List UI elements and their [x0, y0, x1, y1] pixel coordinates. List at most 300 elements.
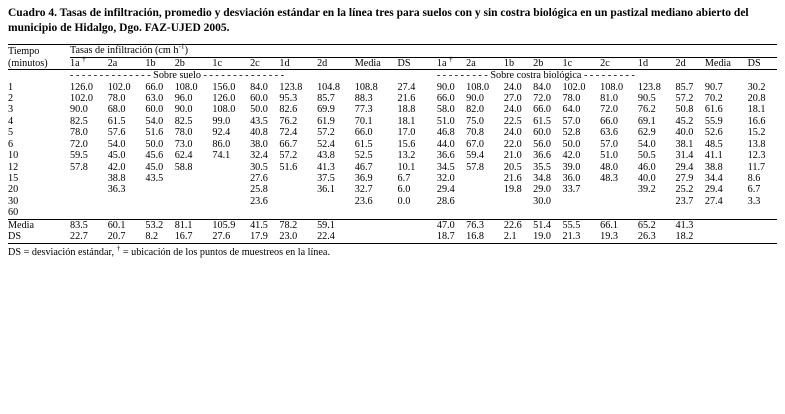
cell: 60.0 [533, 127, 551, 139]
cell: 61.9 [317, 115, 335, 127]
cell: 104.8 [317, 81, 340, 93]
cell: 60.0 [145, 104, 164, 116]
row-gap [427, 184, 437, 195]
cell: 27.4 [397, 81, 416, 93]
cell: 76.3 [466, 219, 504, 231]
cell [676, 207, 705, 219]
cell: 18.7 [437, 231, 466, 243]
cell: 15.6 [397, 138, 416, 150]
col-header-left-2c: 2c [250, 57, 260, 69]
cell: 57.8 [70, 161, 88, 173]
summary-row-ds [8, 231, 777, 243]
cell: 123.8 [637, 81, 661, 93]
row-gap [427, 150, 437, 161]
cell [175, 173, 213, 184]
cell: 60.0 [250, 93, 268, 105]
cell: 12.3 [747, 150, 766, 162]
cell: 26.3 [638, 231, 676, 243]
col-header-right-2c: 2c [600, 57, 610, 69]
cell [562, 196, 600, 207]
cell [748, 231, 777, 243]
row-gap [427, 231, 437, 243]
cell [748, 207, 777, 219]
table-row [8, 196, 777, 207]
cell: 51.0 [436, 115, 455, 127]
col-header-left-1c: 1c [212, 57, 222, 69]
cell: 72.0 [533, 93, 551, 105]
table-row [8, 93, 777, 104]
cell: 48.3 [600, 172, 618, 184]
group-label-sobre-suelo: - - - - - - - - - - - - - - Sobre suelo - - - - - - - - - - - - - - [70, 70, 427, 82]
cell [175, 196, 213, 207]
cell: 99.0 [212, 115, 231, 127]
table-row [8, 162, 777, 173]
cell: 69.1 [637, 115, 656, 127]
cell: 58.8 [174, 161, 193, 173]
cell [175, 207, 213, 219]
cell: 84.0 [533, 81, 551, 93]
cell: 34.4 [704, 172, 723, 184]
cell: 57.0 [562, 115, 581, 127]
cell: 52.8 [562, 127, 581, 139]
cell: 108.8 [354, 81, 378, 93]
cell: 43.5 [250, 115, 268, 127]
cell: 47.0 [437, 219, 466, 231]
col-header-left-media: Media [354, 57, 381, 69]
cell: 23.6 [250, 195, 268, 207]
cell: 28.6 [436, 195, 455, 207]
row-gap [427, 82, 437, 93]
cell: 57.0 [600, 138, 618, 150]
cell: 92.4 [212, 127, 231, 139]
cell [145, 207, 174, 219]
cell [279, 207, 317, 219]
cell: 8.2 [145, 231, 174, 243]
cell: 40.8 [250, 127, 268, 139]
cell [600, 207, 638, 219]
cell: 59.1 [317, 219, 355, 231]
row-label: DS [8, 231, 70, 243]
cell: 16.8 [466, 231, 504, 243]
cell [317, 207, 355, 219]
row-time: 2 [8, 93, 14, 105]
cell: 0.0 [397, 195, 411, 207]
cell [279, 184, 317, 195]
cell: 50.0 [145, 138, 164, 150]
cell: 21.0 [503, 150, 522, 162]
time-header-line1: Tiempo [8, 46, 40, 58]
cell: 18.1 [747, 104, 766, 116]
cell [638, 207, 676, 219]
cell: 19.3 [600, 231, 638, 243]
cell: 56.0 [533, 138, 551, 150]
cell: 66.0 [145, 81, 164, 93]
cell: 32.4 [250, 150, 268, 162]
cell: 43.5 [145, 172, 164, 184]
row-gap [427, 116, 437, 127]
cell: 61.6 [704, 104, 723, 116]
row-label: Media [8, 219, 70, 231]
cell: 57.2 [279, 150, 298, 162]
cell: 37.5 [317, 172, 335, 184]
cell: 156.0 [212, 81, 236, 93]
cell: 51.6 [279, 161, 298, 173]
row-time: 15 [8, 172, 19, 184]
table-header-row-columns [8, 57, 777, 69]
cell: 123.8 [279, 81, 303, 93]
cell: 62.9 [637, 127, 656, 139]
cell: 81.1 [175, 219, 213, 231]
cell: 29.4 [675, 161, 694, 173]
cell: 18.8 [397, 104, 416, 116]
dagger-icon: † [449, 54, 453, 64]
cell [108, 196, 146, 207]
cell: 34.8 [533, 172, 551, 184]
row-time: 5 [8, 127, 14, 139]
col-header-left-2b: 2b [174, 57, 185, 69]
cell: 39.0 [562, 161, 581, 173]
cell: 57.2 [317, 127, 335, 139]
cell: 108.0 [174, 81, 198, 93]
cell: 30.2 [747, 81, 766, 93]
cell: 40.0 [637, 172, 656, 184]
span-header-infiltration: Tasas de infiltración (cm $h^{-1}$) [70, 45, 777, 57]
row-time: 12 [8, 161, 19, 173]
table-row [8, 127, 777, 138]
cell: 72.0 [70, 138, 88, 150]
cell: 52.6 [704, 127, 723, 139]
cell: 23.7 [675, 195, 694, 207]
cell: 69.9 [317, 104, 335, 116]
cell: 55.5 [562, 219, 600, 231]
cell: 27.0 [503, 93, 522, 105]
cell: 27.4 [704, 195, 723, 207]
cell: 22.4 [317, 231, 355, 243]
col-header-right-2a: 2a [466, 57, 476, 69]
row-time: 20 [8, 184, 19, 196]
table-row [8, 82, 777, 93]
cell [600, 196, 638, 207]
row-gap [427, 173, 437, 184]
row-time: 1 [8, 81, 14, 93]
col-header-right-media: Media [704, 57, 731, 69]
cell: 102.0 [70, 93, 93, 105]
cell: 6.7 [747, 184, 761, 196]
cell: 61.5 [107, 115, 126, 127]
cell: 21.3 [562, 231, 600, 243]
cell [212, 162, 250, 173]
footnote-text-after: = ubicación de los puntos de muestreos en la línea. [120, 246, 330, 258]
time-header-line2: (minutos) [8, 57, 48, 69]
cell: 66.1 [600, 219, 638, 231]
cell: 61.5 [533, 115, 551, 127]
row-gap [427, 139, 437, 150]
cell: 54.0 [145, 115, 164, 127]
cell: 57.2 [675, 93, 694, 105]
cell: 52.5 [354, 150, 373, 162]
cell: 21.6 [503, 172, 522, 184]
cell: 50.8 [675, 104, 694, 116]
row-gap [427, 196, 437, 207]
cell: 6.0 [397, 184, 411, 196]
cell [562, 207, 600, 219]
cell: 48.5 [704, 138, 723, 150]
cell: 90.0 [436, 81, 455, 93]
cell: 10.1 [397, 161, 416, 173]
cell: 20.8 [747, 93, 766, 105]
cell [398, 207, 427, 219]
cell: 25.8 [250, 184, 268, 196]
infiltration-rates-table [8, 41, 777, 243]
cell [504, 196, 533, 207]
cell: 43.8 [317, 150, 335, 162]
cell: 66.0 [354, 127, 373, 139]
cell: 15.2 [747, 127, 766, 139]
cell: 3.3 [747, 195, 761, 207]
cell: 18.1 [397, 115, 416, 127]
table-row [8, 116, 777, 127]
cell: 53.2 [145, 219, 174, 231]
cell: 36.1 [317, 184, 335, 196]
cell: 44.0 [436, 138, 455, 150]
cell: 42.0 [107, 161, 126, 173]
table-row [8, 207, 777, 219]
cell: 70.2 [704, 93, 723, 105]
cell [70, 184, 108, 195]
cell: 38.8 [107, 172, 126, 184]
cell: 46.7 [354, 161, 373, 173]
cell: 46.0 [637, 161, 656, 173]
cell: 126.0 [70, 81, 93, 93]
cell: 72.0 [600, 104, 618, 116]
cell [145, 184, 174, 195]
cell [466, 184, 504, 195]
cell: 11.7 [747, 161, 766, 173]
cell: 17.9 [250, 231, 279, 243]
cell: 96.0 [174, 93, 193, 105]
cell: 90.7 [704, 81, 723, 93]
cell: 32.0 [436, 172, 455, 184]
col-header-right-1d: 1d [637, 57, 649, 69]
cell: 17.0 [397, 127, 416, 139]
cell [398, 219, 427, 231]
cell: 85.7 [317, 93, 335, 105]
row-gap [427, 207, 437, 219]
cell: 108.0 [466, 81, 490, 93]
summary-row-media [8, 219, 777, 231]
cell [355, 219, 398, 231]
col-header-right-ds: DS [747, 57, 761, 69]
cell: 20.5 [503, 161, 522, 173]
cell: 70.8 [466, 127, 484, 139]
cell: 126.0 [212, 93, 236, 105]
group-label-gap [427, 70, 437, 82]
cell: 19.8 [503, 184, 522, 196]
cell: 29.4 [436, 184, 455, 196]
cell: 30.0 [533, 195, 551, 207]
cell [250, 207, 279, 219]
cell: 63.0 [145, 93, 164, 105]
cell: 24.0 [503, 127, 522, 139]
table-header-row-top [8, 45, 777, 57]
cell: 24.0 [503, 81, 522, 93]
dagger-icon: † [82, 54, 86, 64]
cell [70, 196, 108, 207]
cell: 88.3 [354, 93, 373, 105]
table-footnote [8, 243, 777, 259]
cell: 105.9 [212, 219, 250, 231]
cell: 36.0 [562, 172, 581, 184]
table-row [8, 139, 777, 150]
row-time: 60 [8, 207, 19, 219]
cell: 102.0 [562, 81, 586, 93]
cell [504, 207, 533, 219]
cell: 19.0 [533, 231, 562, 243]
cell: 66.0 [436, 93, 455, 105]
cell: 6.7 [397, 172, 411, 184]
row-time: 6 [8, 138, 14, 150]
cell: 78.0 [107, 93, 126, 105]
cell: 59.4 [466, 150, 484, 162]
col-header-right-1a: 1a † [436, 54, 453, 69]
cell: 27.6 [212, 231, 250, 243]
cell: 50.5 [637, 150, 656, 162]
cell [279, 196, 317, 207]
cell: 36.6 [533, 150, 551, 162]
row-time: 3 [8, 104, 14, 116]
cell: 65.2 [638, 219, 676, 231]
row-gap [427, 162, 437, 173]
dagger-icon: † [116, 243, 121, 253]
cell: 82.0 [466, 104, 484, 116]
cell: 66.0 [533, 104, 551, 116]
row-time: 10 [8, 150, 19, 162]
cell: 41.1 [704, 150, 723, 162]
group-label-spacer [8, 70, 70, 82]
cell [638, 196, 676, 207]
cell: 52.4 [317, 138, 335, 150]
cell: 38.0 [250, 138, 268, 150]
cell: 41.3 [317, 161, 335, 173]
cell: 48.0 [600, 161, 618, 173]
cell [212, 173, 250, 184]
cell: 16.7 [175, 231, 213, 243]
cell: 46.8 [436, 127, 455, 139]
cell: 22.0 [503, 138, 522, 150]
cell [145, 196, 174, 207]
cell [705, 231, 748, 243]
cell: 54.0 [637, 138, 656, 150]
cell: 18.2 [676, 231, 705, 243]
col-header-right-2d: 2d [675, 57, 686, 69]
col-header-left-1b: 1b [145, 57, 156, 69]
cell: 55.9 [704, 115, 723, 127]
cell: 51.6 [145, 127, 164, 139]
cell: 36.9 [354, 172, 373, 184]
cell: 27.6 [250, 172, 268, 184]
cell: 82.6 [279, 104, 298, 116]
col-header-left-1d: 1d [279, 57, 290, 69]
cell: 59.5 [70, 150, 88, 162]
cell: 24.0 [503, 104, 522, 116]
cell: 39.2 [637, 184, 656, 196]
cell [212, 196, 250, 207]
cell: 74.1 [212, 150, 231, 162]
cell: 72.4 [279, 127, 298, 139]
cell [705, 219, 748, 231]
cell [212, 184, 250, 195]
cell: 67.0 [466, 138, 484, 150]
cell: 29.0 [533, 184, 551, 196]
cell: 50.0 [250, 104, 268, 116]
cell: 90.0 [70, 104, 88, 116]
cell: 68.0 [107, 104, 126, 116]
cell [533, 207, 562, 219]
cell: 76.2 [279, 115, 298, 127]
col-header-right-2b: 2b [533, 57, 544, 69]
cell [212, 207, 250, 219]
cell: 84.0 [250, 81, 268, 93]
cell: 25.2 [675, 184, 694, 196]
cell: 51.0 [600, 150, 618, 162]
cell: 36.6 [436, 150, 455, 162]
group-label-sobre-costra: - - - - - - - - - Sobre costra biológica - - - - - - - - - [437, 70, 777, 82]
cell: 78.0 [174, 127, 193, 139]
cell: 77.3 [354, 104, 373, 116]
cell: 16.6 [747, 115, 766, 127]
cell: 54.0 [107, 138, 126, 150]
cell: 35.5 [533, 161, 551, 173]
cell: 41.3 [676, 219, 705, 231]
cell: 45.0 [107, 150, 126, 162]
cell [600, 184, 638, 195]
cell: 22.5 [503, 115, 522, 127]
row-gap [427, 219, 437, 231]
span-header-exponent: -1 [178, 41, 185, 51]
cell: 78.2 [279, 219, 317, 231]
cell: 83.5 [70, 219, 108, 231]
cell: 60.1 [108, 219, 146, 231]
cell: 13.8 [747, 138, 766, 150]
row-gap [427, 104, 437, 115]
cell: 85.7 [675, 81, 694, 93]
cell: 90.0 [174, 104, 193, 116]
cell: 50.0 [562, 138, 581, 150]
table-row [8, 184, 777, 195]
cell: 90.5 [637, 93, 656, 105]
col-header-left-ds: DS [397, 57, 411, 69]
cell: 82.5 [70, 115, 88, 127]
cell: 51.4 [533, 219, 562, 231]
cell: 57.6 [107, 127, 126, 139]
cell: 63.6 [600, 127, 618, 139]
row-gap [427, 127, 437, 138]
cell: 61.5 [354, 138, 373, 150]
cell [70, 207, 108, 219]
cell: 40.0 [675, 127, 694, 139]
cell: 86.0 [212, 138, 231, 150]
cell: 34.5 [436, 161, 455, 173]
cell: 22.6 [504, 219, 533, 231]
cell: 23.0 [279, 231, 317, 243]
cell: 20.7 [108, 231, 146, 243]
cell: 30.5 [250, 161, 268, 173]
cell [705, 207, 748, 219]
table-row [8, 104, 777, 115]
cell [175, 184, 213, 195]
cell [466, 196, 504, 207]
cell: 29.4 [704, 184, 723, 196]
